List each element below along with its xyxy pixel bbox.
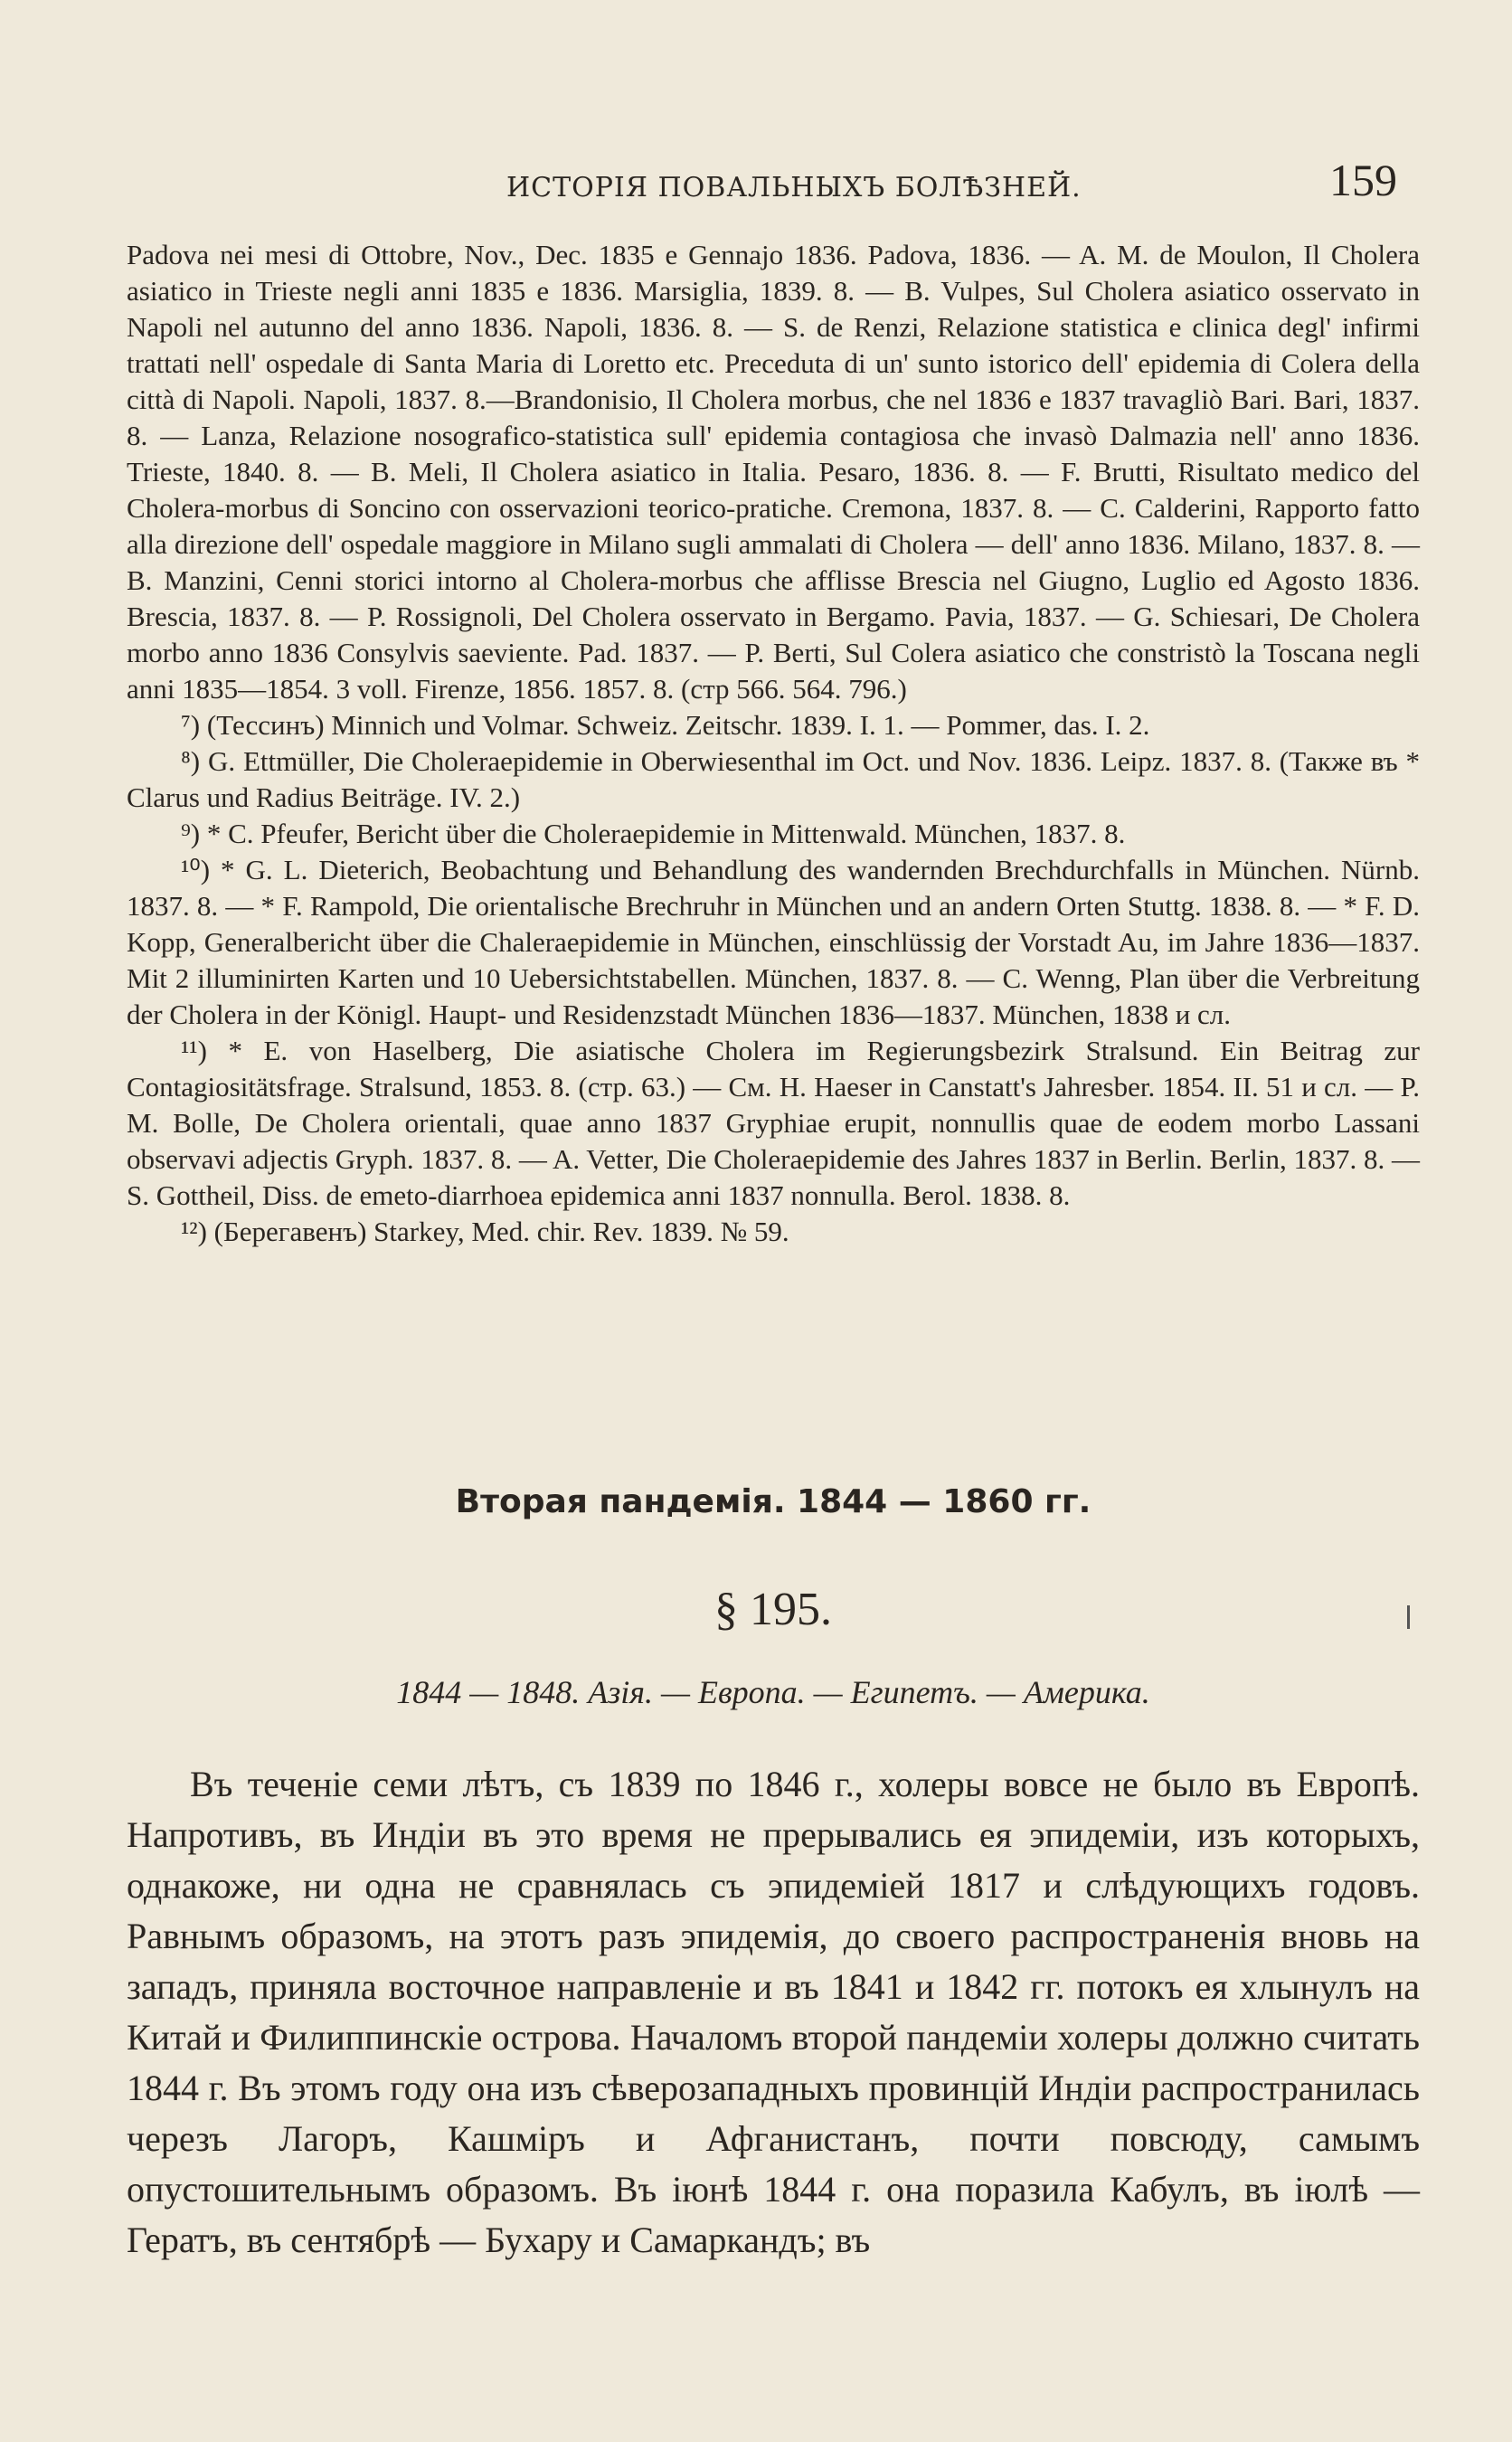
margin-mark [1407, 1605, 1410, 1629]
footnote-11: ¹¹) * E. von Haselberg, Die asiatische Cholera im Regierungsbezirk Stralsund. Ein Beitrag zur Contagiositätsfrage. Stralsund, 1853. 8. (стр. 63.) — См. H. Haeser in Canstatt's Jahresber. 1854. II. 51 и сл. — P. M. Bolle, De Cholera orientali, quae anno 1837 Gryphiae erupit, nonnullis quae de eodem morbo Lassani observavi adjectis Gryph. 1837. 8. — A. Vetter, Die Choleraepidemie des Jahres 1837 in Berlin. Berlin, 1837. 8. — S. Gottheil, Diss. de emeto-diarrhoea epidemica anni 1837 nonnulla. Berol. 1838. 8. [127, 1035, 1420, 1211]
section-heading: Вторая пандемія. 1844 — 1860 гг. [455, 1483, 1091, 1520]
paragraph-number: § 195. [714, 1584, 832, 1635]
page-number: 159 [1329, 155, 1397, 205]
body-paragraph: Въ теченіе семи лѣтъ, съ 1839 по 1846 г., холеры вовсе не было въ Европѣ. Напротивъ, въ Индіи въ это время не прерывались ея эпидеміи, изъ которыхъ, однакоже, ни одна не сравнялась съ эпидеміей 1817 и слѣдующихъ годовъ. Равнымъ образомъ, на этотъ разъ эпидемія, до своего распространенія вновь на западъ, приняла восточное направленіе и въ 1841 и 1842 гг. потокъ ея хлынулъ на Китай и Филиппинскіе острова. Началомъ второй пандеміи холеры должно считать 1844 г. Въ этомъ году она изъ сѣверозападныхъ провинцій Индіи распространилась черезъ Лагоръ, Кашміръ и Афганистанъ, почти повсюду, самымъ опустошительнымъ образомъ. Въ іюнѣ 1844 г. она поразила Кабулъ, въ іюлѣ — Гератъ, въ сентябрѣ — Бухару и Самаркандъ; въ [127, 1764, 1420, 2260]
footnote-10: ¹⁰) * G. L. Dieterich, Beobachtung und Behandlung des wandernden Brechdurchfalls in München. Nürnb. 1837. 8. — * F. Rampold, Die orientalische Brechruhr in München und an andern Orten Stuttg. 1838. 8. — * F. D. Kopp, Generalbericht über die Chaleraepidemie in München, einschlüssig der Vorstadt Au, im Jahre 1836—1837. Mit 2 illuminirten Karten und 10 Uebersichtstabellen. München, 1837. 8. — C. Wenng, Plan über die Verbreitung der Cholera in der Königl. Haupt- und Residenzstadt München 1836—1837. München, 1838 и сл. [127, 854, 1420, 1030]
footnote-8: ⁸) G. Ettmüller, Die Choleraepidemie in Oberwiesenthal im Oct. und Nov. 1836. Leipz. 1837. 8. (Также въ * Clarus und Radius Beiträge. IV. 2.) [127, 745, 1420, 813]
footnote-7: ⁷) (Тессинъ) Minnich und Volmar. Schweiz. Zeitschr. 1839. I. 1. — Pommer, das. I. 2. [181, 709, 1150, 741]
footnote-12: ¹²) (Берегавенъ) Starkey, Med. chir. Rev. 1839. № 59. [181, 1216, 789, 1247]
running-header: ИСТОРІЯ ПОВАЛЬНЫХЪ БОЛѢЗНЕЙ. [506, 172, 1082, 204]
footnote-continued: Padova nei mesi di Ottobre, Nov., Dec. 1835 e Gennajo 1836. Padova, 1836. — A. M. de Moulon, Il Cholera asiatico in Trieste negli anni 1835 e 1836. Marsiglia, 1839. 8. — B. Vulpes, Sul Cholera asiatico osservato in Napoli nel autunno del anno 1836. Napoli, 1836. 8. — S. de Renzi, Relazione statistica e clinica degl' infirmi trattati nell' ospedale di Santa Maria di Loretto etc. Preceduta di un' sunto istorico dell' epidemia di Colera della città di Napoli. Napoli, 1837. 8.—Brandonisio, Il Cholera morbus, che nel 1836 e 1837 travagliò Bari. Bari, 1837. 8. — Lanza, Relazione nosografico-statistica sull' epidemia contagiosa che invasò Dalmazia nell' anno 1836. Trieste, 1840. 8. — B. Meli, Il Cholera asiatico in Italia. Pesaro, 1836. 8. — F. Brutti, Risultato medico del Cholera-morbus di Soncino con osservazioni teorico-pratiche. Cremona, 1837. 8. — C. Calderini, Rapporto fatto alla direzione dell' ospedale maggiore in Milano sugli ammalati di Cholera — dell' anno 1836. Milano, 1837. 8. — B. Manzini, Cenni storici intorno al Cholera-morbus che afflisse Brescia nel Giugno, Luglio ed Agosto 1836. Brescia, 1837. 8. — P. Rossignoli, Del Cholera osservato in Bergamo. Pavia, 1837. — G. Schiesari, De Cholera morbo anno 1836 Consylvis saeviente. Pad. 1837. — P. Berti, Sul Colera asiatico che constristò la Toscana negli anni 1835—1854. 3 voll. Firenze, 1856. 1857. 8. (стр 566. 564. 796.) [127, 239, 1420, 705]
footnote-9: ⁹) * C. Pfeufer, Bericht über die Choleraepidemie in Mittenwald. München, 1837. 8. [181, 818, 1126, 849]
footnotes-block [127, 237, 1420, 1250]
section-subtitle: 1844 — 1848. Азія. — Европа. — Египетъ. — Америка. [396, 1674, 1150, 1710]
